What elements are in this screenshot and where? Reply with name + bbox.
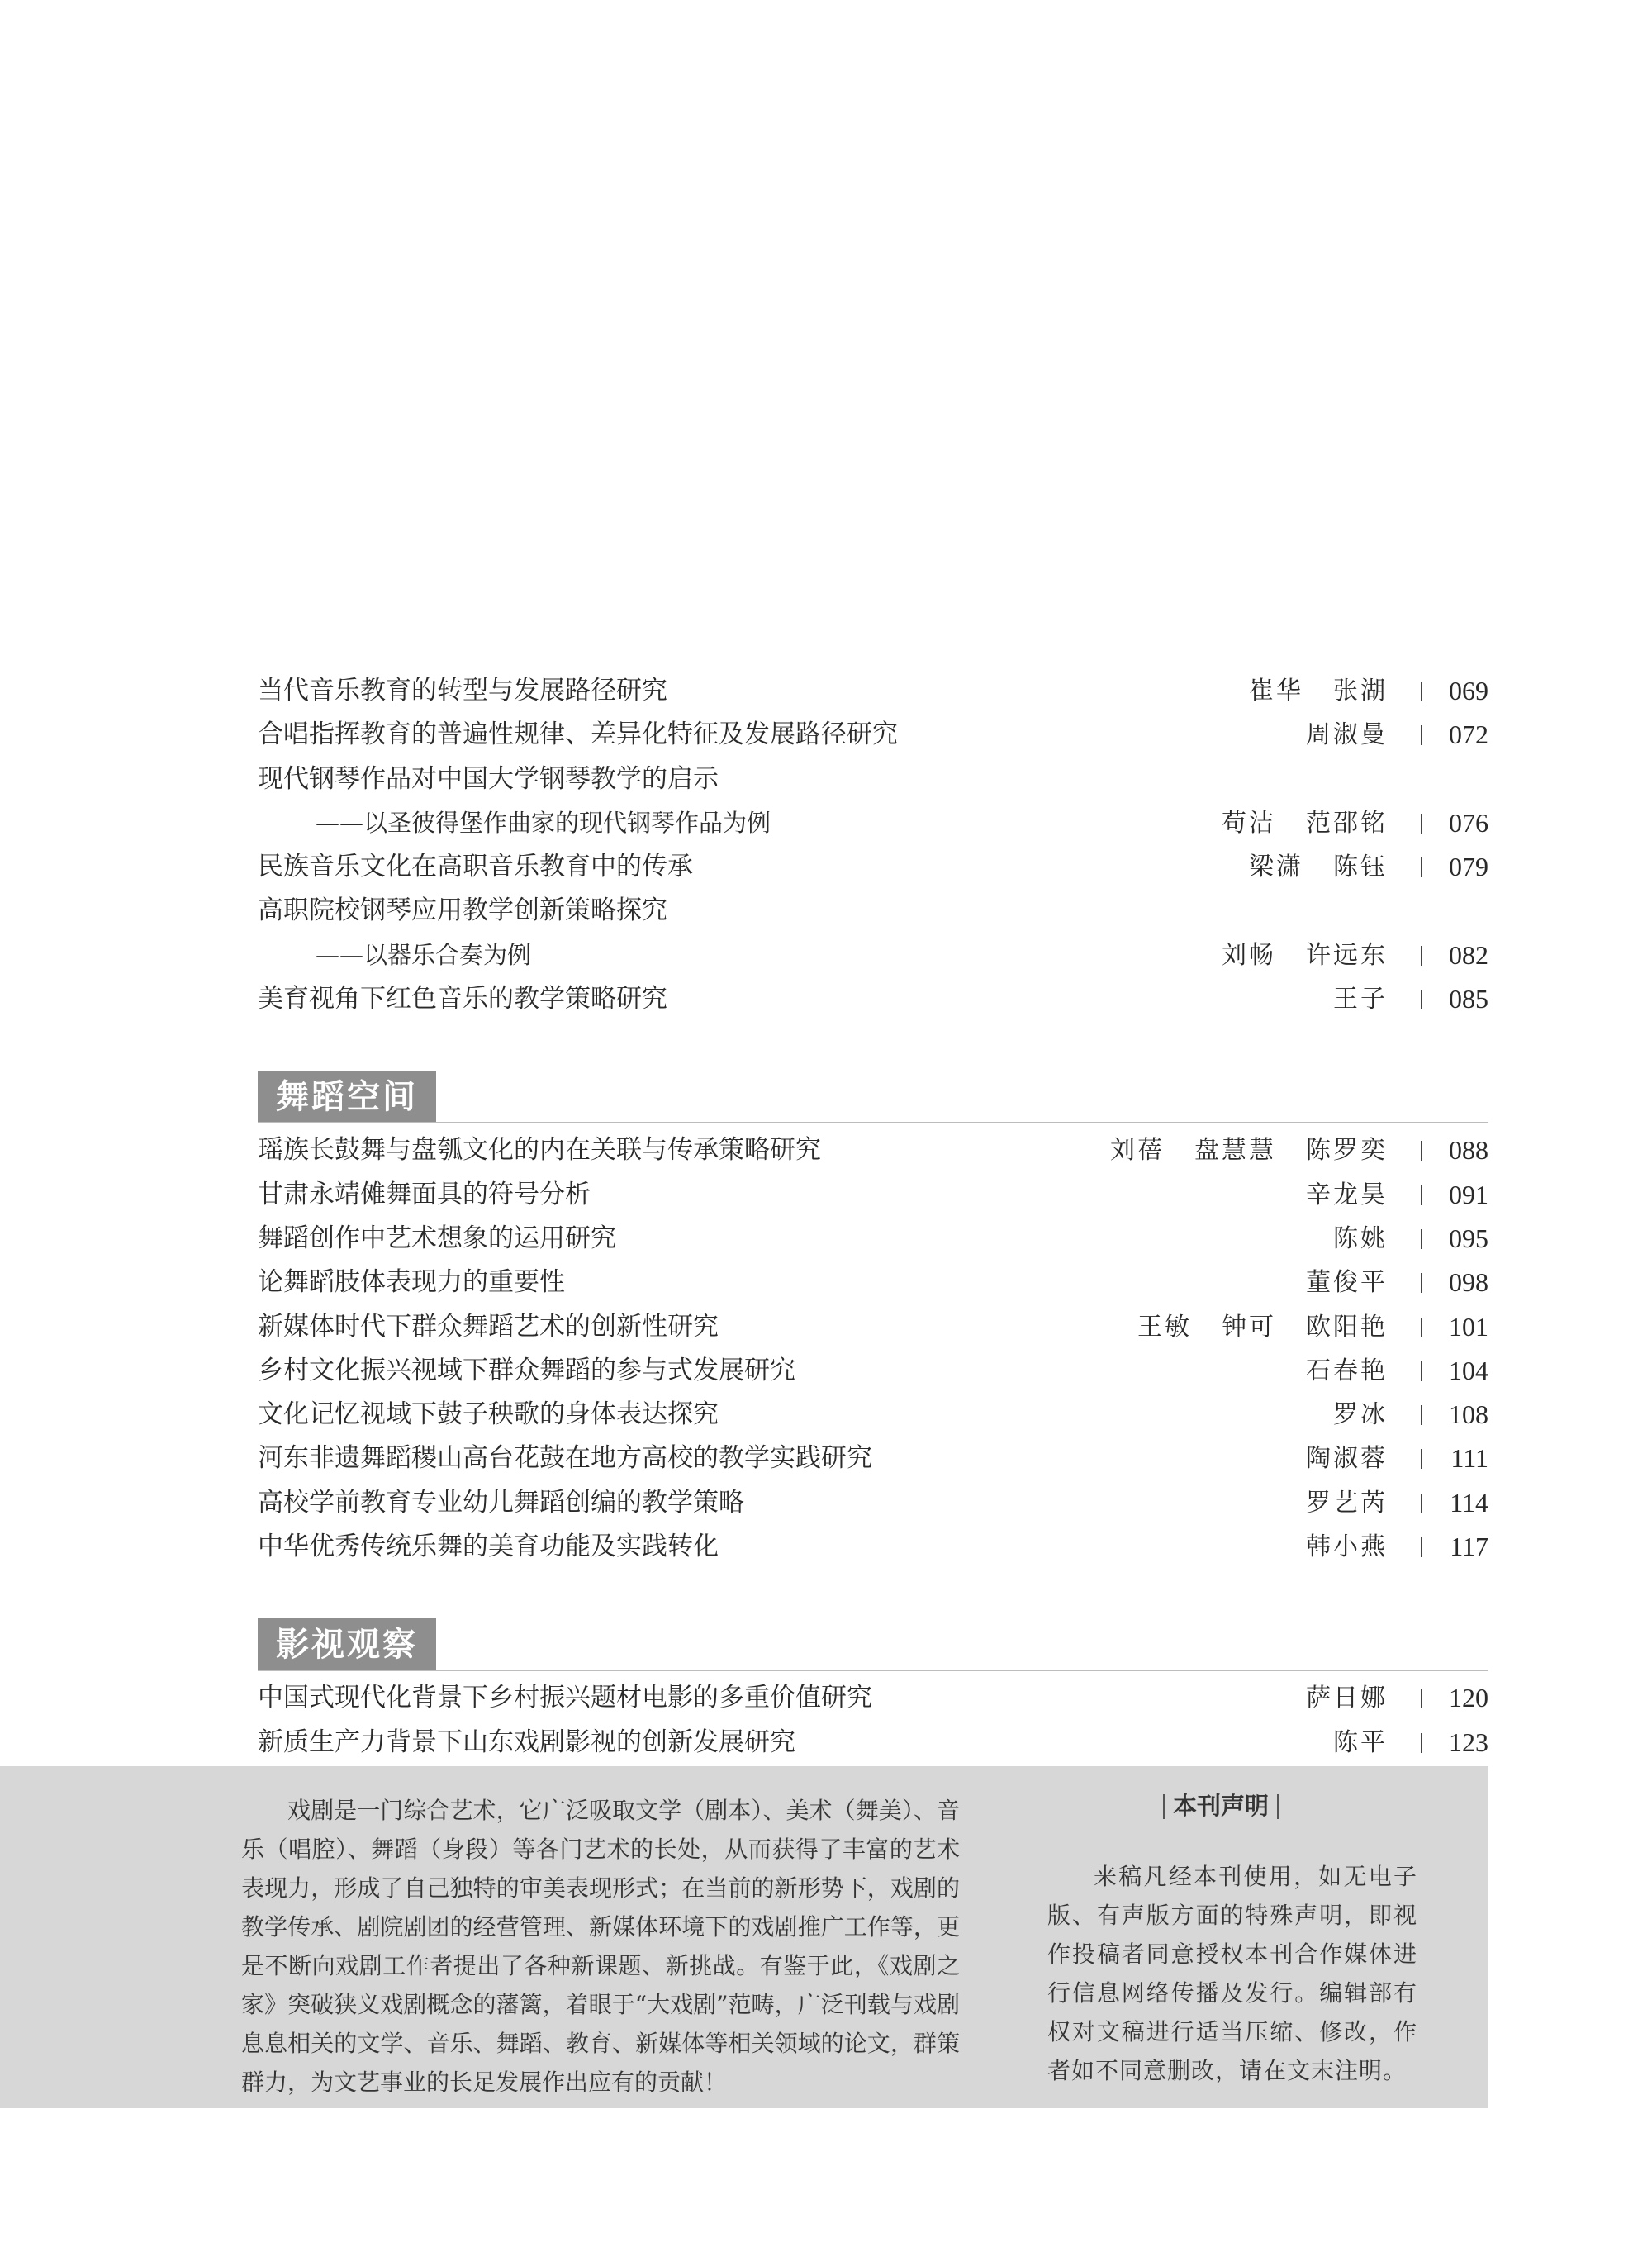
author-name: 罗艺芮 bbox=[1306, 1488, 1388, 1518]
author-name: 陈平 bbox=[1333, 1727, 1388, 1757]
toc-entry bbox=[258, 758, 1488, 801]
author-name: 许远东 bbox=[1306, 940, 1388, 970]
author-name: 钟可 bbox=[1222, 1312, 1276, 1342]
author-name: 陈钰 bbox=[1333, 853, 1388, 882]
author-name: 陶淑蓉 bbox=[1306, 1444, 1388, 1474]
author-name: 苟洁 bbox=[1222, 808, 1276, 838]
entry-page-number: 117 bbox=[1414, 1525, 1488, 1569]
toc-entry-subtitle bbox=[258, 933, 1488, 977]
entry-title: 河东非遗舞蹈稷山高台花鼓在地方高校的教学实践研究 bbox=[258, 1443, 872, 1474]
toc-entry bbox=[258, 977, 1488, 1021]
toc-entry bbox=[258, 845, 1488, 889]
entry-authors bbox=[1110, 1128, 1388, 1172]
entry-page-number: 069 bbox=[1414, 669, 1488, 713]
toc-group-film bbox=[258, 1676, 1488, 1765]
toc-entry bbox=[258, 1305, 1488, 1349]
notice-body: 来稿凡经本刊使用，如无电子版、有声版方面的特殊声明，即视作投稿者同意授权本刊合作媒体进行信息网络传播及发行。编辑部有权对文稿进行适当压缩、修改，作者如不同意删改，请在文末注明。 bbox=[1047, 1863, 1417, 2084]
entry-title: ——以圣彼得堡作曲家的现代钢琴作品为例 bbox=[316, 808, 771, 837]
entry-page-number: 079 bbox=[1414, 845, 1488, 889]
author-name: 陈姚 bbox=[1333, 1223, 1388, 1253]
toc-entry bbox=[258, 1128, 1488, 1172]
toc-entry bbox=[258, 713, 1488, 757]
entry-title: ——以器乐合奏为例 bbox=[316, 940, 532, 969]
entry-authors bbox=[1249, 845, 1388, 889]
entry-page-number: 076 bbox=[1414, 801, 1488, 845]
toc-entry bbox=[258, 1173, 1488, 1217]
section-gap bbox=[258, 1021, 1488, 1071]
entry-page-number: 101 bbox=[1414, 1305, 1488, 1349]
entry-page-number: 111 bbox=[1414, 1437, 1488, 1480]
section-rule bbox=[258, 1670, 1488, 1671]
entry-title: 高校学前教育专业幼儿舞蹈创编的教学策略 bbox=[258, 1487, 744, 1518]
entry-title: 中国式现代化背景下乡村振兴题材电影的多重价值研究 bbox=[258, 1683, 872, 1713]
entry-page-number: 082 bbox=[1414, 933, 1488, 977]
toc-entry bbox=[258, 1721, 1488, 1765]
author-name: 周淑曼 bbox=[1306, 720, 1388, 750]
entry-page-number: 108 bbox=[1414, 1393, 1488, 1437]
journal-intro: 戏剧是一门综合艺术，它广泛吸取文学（剧本）、美术（舞美）、音乐（唱腔）、舞蹈（身段）等各门艺术的长处，从而获得了丰富的艺术表现力，形成了自己独特的审美表现形式；在当前的新形势下，戏剧的教学传承、剧院剧团的经营管理、新媒体环境下的戏剧推广工作等，更是不断向戏剧工作者提出了各种新课题、新挑战。有鉴于此，《戏剧之家》突破狭义戏剧概念的藩篱，着眼于“大戏剧”范畴，广泛刊载与戏剧息息相关的文学、音乐、舞蹈、教育、新媒体等相关领域的论文，群策群力，为文艺事业的长足发展作出应有的贡献！ bbox=[241, 1797, 960, 2096]
entry-authors bbox=[1306, 1525, 1388, 1569]
entry-title: 新质生产力背景下山东戏剧影视的创新发展研究 bbox=[258, 1727, 795, 1757]
entry-page-number: 114 bbox=[1414, 1481, 1488, 1525]
entry-page-number: 104 bbox=[1414, 1349, 1488, 1393]
entry-title: 新媒体时代下群众舞蹈艺术的创新性研究 bbox=[258, 1311, 719, 1342]
entry-title: 高职院校钢琴应用教学创新策略探究 bbox=[258, 895, 667, 926]
entry-authors bbox=[1249, 669, 1388, 713]
entry-page-number: 123 bbox=[1414, 1721, 1488, 1765]
toc-entry bbox=[258, 1261, 1488, 1304]
author-name: 崔华 bbox=[1249, 677, 1303, 705]
entry-authors bbox=[1306, 1437, 1388, 1480]
entry-title: 甘肃永靖傩舞面具的符号分析 bbox=[258, 1179, 591, 1209]
toc-entry-subtitle bbox=[258, 801, 1488, 845]
notice-title: 本刊声明 bbox=[1173, 1789, 1269, 1822]
author-name: 陈罗奕 bbox=[1306, 1136, 1388, 1166]
author-name: 王子 bbox=[1333, 985, 1388, 1014]
entry-title: 乡村文化振兴视域下群众舞蹈的参与式发展研究 bbox=[258, 1355, 795, 1385]
author-name: 范邵铭 bbox=[1306, 808, 1388, 838]
entry-title: 舞蹈创作中艺术想象的运用研究 bbox=[258, 1223, 616, 1253]
entry-authors bbox=[1333, 977, 1388, 1021]
entry-authors bbox=[1306, 713, 1388, 757]
entry-title: 合唱指挥教育的普遍性规律、差异化特征及发展路径研究 bbox=[258, 720, 898, 750]
author-name: 韩小燕 bbox=[1306, 1532, 1388, 1562]
entry-authors bbox=[1306, 1349, 1388, 1393]
toc-entry bbox=[258, 1676, 1488, 1720]
entry-authors bbox=[1222, 933, 1388, 977]
entry-page-number: 095 bbox=[1414, 1217, 1488, 1261]
entry-page-number: 120 bbox=[1414, 1676, 1488, 1720]
entry-title: 美育视角下红色音乐的教学策略研究 bbox=[258, 984, 667, 1014]
entry-authors bbox=[1306, 1261, 1388, 1304]
toc-group-music bbox=[258, 669, 1488, 1021]
entry-authors bbox=[1333, 1217, 1388, 1261]
toc-entry bbox=[258, 1437, 1488, 1480]
entry-authors bbox=[1306, 1676, 1388, 1720]
entry-title: 当代音乐教育的转型与发展路径研究 bbox=[258, 676, 667, 705]
toc-entry bbox=[258, 889, 1488, 933]
entry-page-number: 098 bbox=[1414, 1261, 1488, 1304]
entry-authors bbox=[1333, 1393, 1388, 1437]
section-label-film: 影视观察 bbox=[258, 1618, 436, 1671]
entry-page-number: 091 bbox=[1414, 1173, 1488, 1217]
section-header-dance bbox=[258, 1071, 1488, 1123]
entry-title: 论舞蹈肢体表现力的重要性 bbox=[258, 1267, 565, 1298]
entry-authors bbox=[1137, 1305, 1388, 1349]
author-name: 刘蓓 bbox=[1110, 1136, 1165, 1166]
entry-authors bbox=[1306, 1173, 1388, 1217]
entry-authors bbox=[1333, 1721, 1388, 1765]
toc-entry bbox=[258, 1525, 1488, 1569]
author-name: 张湖 bbox=[1333, 677, 1388, 705]
author-name: 董俊平 bbox=[1306, 1268, 1388, 1298]
entry-authors bbox=[1306, 1481, 1388, 1525]
entry-title: 民族音乐文化在高职音乐教育中的传承 bbox=[258, 852, 693, 882]
entry-title: 中华优秀传统乐舞的美育功能及实践转化 bbox=[258, 1532, 719, 1562]
author-name: 梁潇 bbox=[1249, 853, 1303, 882]
toc-entry bbox=[258, 1393, 1488, 1437]
section-label-dance: 舞蹈空间 bbox=[258, 1071, 436, 1123]
toc-entry bbox=[258, 1217, 1488, 1261]
entry-page-number: 088 bbox=[1414, 1128, 1488, 1172]
toc-entry bbox=[258, 1349, 1488, 1393]
author-name: 罗冰 bbox=[1333, 1400, 1388, 1430]
author-name: 欧阳艳 bbox=[1306, 1312, 1388, 1342]
author-name: 萨日娜 bbox=[1306, 1684, 1388, 1713]
section-gap bbox=[258, 1569, 1488, 1618]
toc-entry bbox=[258, 669, 1488, 713]
entry-title: 现代钢琴作品对中国大学钢琴教学的启示 bbox=[258, 763, 719, 794]
section-header-film bbox=[258, 1618, 1488, 1671]
table-of-contents bbox=[258, 669, 1488, 1765]
author-name: 辛龙昊 bbox=[1306, 1180, 1388, 1209]
entry-page-number: 085 bbox=[1414, 977, 1488, 1021]
entry-page-number: 072 bbox=[1414, 713, 1488, 757]
author-name: 刘畅 bbox=[1222, 940, 1276, 970]
toc-group-dance bbox=[258, 1128, 1488, 1569]
entry-title: 文化记忆视域下鼓子秧歌的身体表达探究 bbox=[258, 1399, 719, 1430]
entry-title: 瑶族长鼓舞与盘瓠文化的内在关联与传承策略研究 bbox=[258, 1135, 821, 1166]
entry-authors bbox=[1222, 801, 1388, 845]
author-name: 王敏 bbox=[1137, 1312, 1192, 1342]
author-name: 石春艳 bbox=[1306, 1356, 1388, 1385]
footer-box bbox=[0, 1766, 1488, 2108]
section-rule bbox=[258, 1122, 1488, 1123]
toc-entry bbox=[258, 1481, 1488, 1525]
author-name: 盘慧慧 bbox=[1194, 1136, 1276, 1166]
